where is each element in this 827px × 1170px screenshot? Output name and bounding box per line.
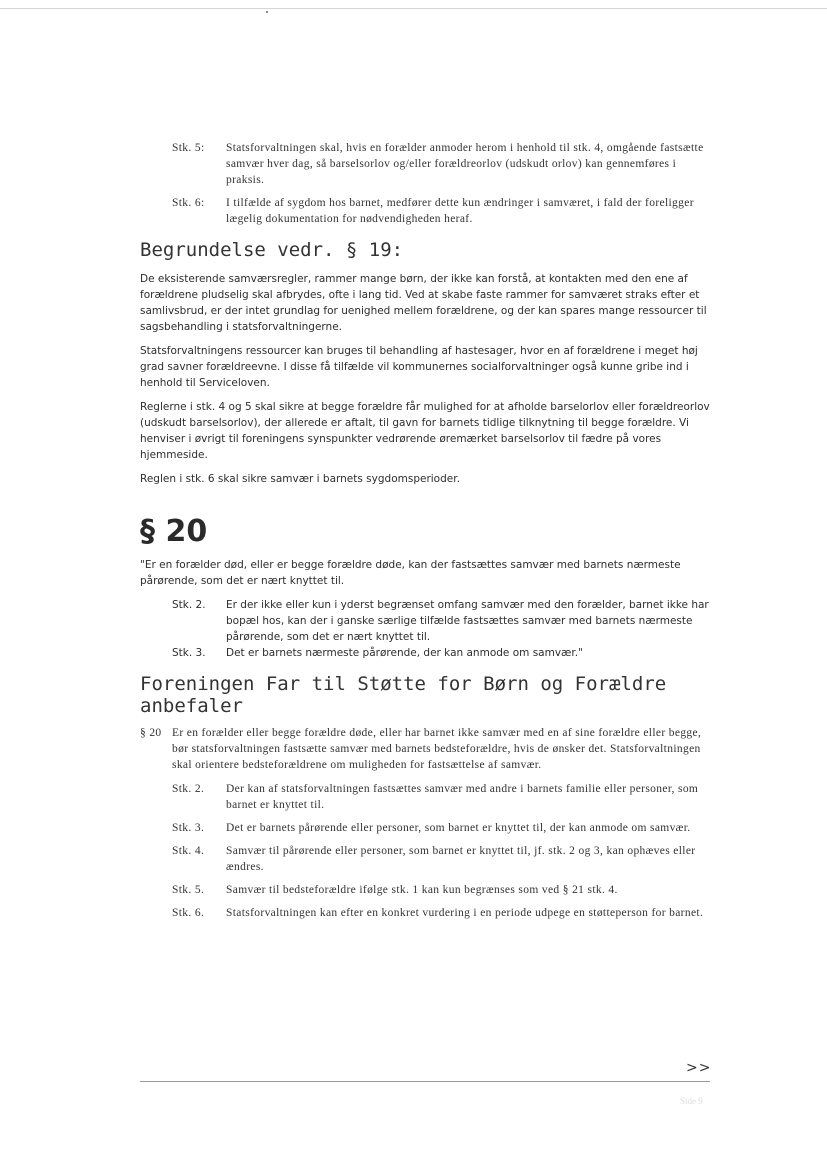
stk-label: Stk. 6: xyxy=(172,197,205,209)
stk-item xyxy=(140,882,710,898)
stk-text: Det er barnets nærmeste pårørende, der kan anmode om samvær." xyxy=(226,647,583,659)
stk-item xyxy=(140,597,710,645)
document-page xyxy=(140,140,710,928)
stk-label: Stk. 5: xyxy=(172,142,205,154)
next-page-arrows: >> xyxy=(686,1060,712,1076)
stk-label: Stk. 3. xyxy=(172,822,205,834)
stk-item xyxy=(140,820,710,836)
stk-item xyxy=(140,781,710,813)
stk-item xyxy=(140,905,710,921)
stk-text: Samvær til pårørende eller personer, som barnet er knyttet til, jf. stk. 2 og 3, kan ophæves eller ændres. xyxy=(226,845,696,873)
stk-item xyxy=(140,140,710,188)
stk-label: Stk. 6. xyxy=(172,907,205,919)
body-paragraph: Statsforvaltningens ressourcer kan bruges til behandling af hastesager, hvor en af forældrene i meget høj grad savner forældreevne. I disse få tilfælde vil kommunernes socialforvaltninger også kunne gribe ind i henhold til Serviceloven. xyxy=(140,345,698,389)
stk-text: Statsforvaltningen kan efter en konkret vurdering i en periode udpege en støtteperson for barnet. xyxy=(226,907,704,919)
top-rule xyxy=(0,8,827,9)
footer-rule xyxy=(140,1081,710,1082)
stk-text: Det er barnets pårørende eller personer, som barnet er knyttet til, der kan anmode om samvær. xyxy=(226,822,691,834)
begrundelse-heading: Begrundelse vedr. § 19: xyxy=(140,239,404,261)
stk-text: I tilfælde af sygdom hos barnet, medfører dette kun ændringer i samværet, i fald der foreligger lægelig dokumentation for nødvendigheden heraf. xyxy=(226,197,694,225)
stk-text: Der kan af statsforvaltningen fastsættes samvær med andre i barnets familie eller personer, som barnet er knyttet til. xyxy=(226,783,699,811)
stk-label: Stk. 2. xyxy=(172,783,205,795)
stk-label: Stk. 5. xyxy=(172,884,205,896)
stk-text: Statsforvaltningen skal, hvis en forælder anmoder herom i henhold til stk. 4, omgående fastsætte samvær hver dag, så barselsorlov og/eller forældreorlov (udskudt orlov) kan gennemføres i praksis. xyxy=(226,142,704,186)
section-20-quote: "Er en forælder død, eller er begge forældre døde, kan der fastsættes samvær med barnets nærmeste pårørende, som det er nært knyttet til. xyxy=(140,559,681,587)
recommendation-main xyxy=(140,725,710,773)
stk-item xyxy=(140,195,710,227)
recommendation-heading: Foreningen Far til Støtte for Børn og Forældre anbefaler xyxy=(140,673,667,717)
stk-label: Stk. 4. xyxy=(172,845,205,857)
stk-text: Er der ikke eller kun i yderst begrænset omfang samvær med den forælder, barnet ikke har bopæl hos, kan der i ganske særlige tilfælde fastsættes samvær med barnets nærmeste pårørende, som det er nært knyttet til. xyxy=(226,599,709,643)
body-paragraph: Reglerne i stk. 4 og 5 skal sikre at begge forældre får mulighed for at afholde barselorlov eller forældreorlov (udskudt barselsorlov), der allerede er aftalt, til gavn for barnets tidlige tilknytning til begge forældre. Vi henviser i øvrigt til foreningens synspunkter vedrørende øremærket barselsorlov til fædre på vores hjemmeside. xyxy=(140,401,710,461)
stk-item xyxy=(140,843,710,875)
stk-label: Stk. 2. xyxy=(172,599,206,611)
scan-speck xyxy=(266,11,268,13)
stk-text: Samvær til bedsteforældre ifølge stk. 1 kan kun begrænses som ved § 21 stk. 4. xyxy=(226,884,618,896)
section-label: § 20 xyxy=(140,727,162,739)
body-paragraph: Reglen i stk. 6 skal sikre samvær i barnets sygdomsperioder. xyxy=(140,473,460,485)
recommendation-text: Er en forælder eller begge forældre døde, eller har barnet ikke samvær med en af sine forældre eller begge, bør statsforvaltningen fastsætte samvær med barnets bedsteforældre, hvis de ønsker det. Statsforvaltningen skal orientere bedsteforældrene om muligheden for fastsættelse af samvær. xyxy=(172,727,702,771)
section-20-title: § 20 xyxy=(140,514,208,549)
stk-item xyxy=(140,645,710,661)
body-paragraph: De eksisterende samværsregler, rammer mange børn, der ikke kan forstå, at kontakten med den ene af forældrene pludselig skal afbrydes, ofte i lang tid. Ved at skabe faste rammer for samværet straks efter et samlivsbrud, er der intet grundlag for uenighed mellem forældrene, og der kan spares mange ressourcer til sagsbehandling i statsforvaltningerne. xyxy=(140,273,707,333)
page-number: Side 9 xyxy=(680,1096,703,1106)
stk-label: Stk. 3. xyxy=(172,647,206,659)
